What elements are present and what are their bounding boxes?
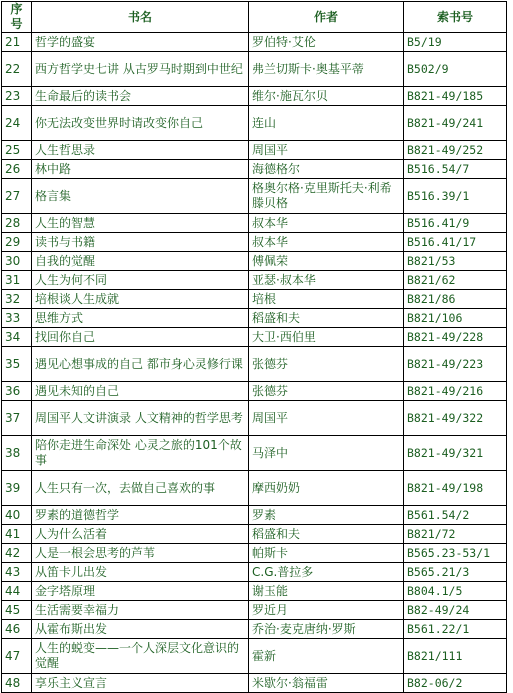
- book-title: 哲学的盛宴: [32, 33, 249, 52]
- book-title: 人生只有一次，去做自己喜欢的事: [32, 471, 249, 506]
- row-number: 32: [2, 290, 32, 309]
- book-author: 叔本华: [249, 233, 404, 252]
- table-row: [2, 271, 507, 290]
- book-title: 人生的智慧: [32, 214, 249, 233]
- table-row: [2, 382, 507, 401]
- call-number: B561.54/2: [404, 506, 507, 525]
- call-number: B821-49/223: [404, 347, 507, 382]
- book-title: 陪你走进生命深处 心灵之旅的101个故事: [32, 436, 249, 471]
- table-row: [2, 233, 507, 252]
- row-number: 29: [2, 233, 32, 252]
- row-number: 40: [2, 506, 32, 525]
- call-number: B516.41/9: [404, 214, 507, 233]
- table-row: [2, 506, 507, 525]
- call-number: B821/106: [404, 309, 507, 328]
- book-title: 生命最后的读书会: [32, 87, 249, 106]
- book-title: 遇见心想事成的自己 都市身心灵修行课: [32, 347, 249, 382]
- table-row: [2, 525, 507, 544]
- book-title: 人为什么活着: [32, 525, 249, 544]
- book-title: 周国平人文讲演录 人文精神的哲学思考: [32, 401, 249, 436]
- header-title: 书名: [32, 2, 249, 33]
- header-author: 作者: [249, 2, 404, 33]
- row-number: 25: [2, 141, 32, 160]
- table-row: [2, 601, 507, 620]
- book-title: 从笛卡儿出发: [32, 563, 249, 582]
- book-author: 马泽中: [249, 436, 404, 471]
- book-author: 连山: [249, 106, 404, 141]
- table-row: [2, 563, 507, 582]
- row-number: 31: [2, 271, 32, 290]
- book-author: 米歇尔·翁福雷: [249, 674, 404, 693]
- book-author: 弗兰切斯卡·奥基平蒂: [249, 52, 404, 87]
- book-title: 你无法改变世界时请改变你自己: [32, 106, 249, 141]
- call-number: B821/72: [404, 525, 507, 544]
- book-title: 人生哲思录: [32, 141, 249, 160]
- table-row: [2, 290, 507, 309]
- book-author: 亚瑟·叔本华: [249, 271, 404, 290]
- book-title: 培根谈人生成就: [32, 290, 249, 309]
- row-number: 47: [2, 639, 32, 674]
- call-number: B516.54/7: [404, 160, 507, 179]
- row-number: 23: [2, 87, 32, 106]
- call-number: B821/111: [404, 639, 507, 674]
- book-title: 金字塔原理: [32, 582, 249, 601]
- book-title: 从霍布斯出发: [32, 620, 249, 639]
- book-author: 维尔·施瓦尔贝: [249, 87, 404, 106]
- row-number: 37: [2, 401, 32, 436]
- table-row: [2, 214, 507, 233]
- row-number: 35: [2, 347, 32, 382]
- table-row: [2, 160, 507, 179]
- book-author: 傅佩荣: [249, 252, 404, 271]
- call-number: B821-49/216: [404, 382, 507, 401]
- table-row: [2, 52, 507, 87]
- call-number: B821-49/228: [404, 328, 507, 347]
- book-author: 培根: [249, 290, 404, 309]
- book-author: 稻盛和夫: [249, 309, 404, 328]
- book-title: 生活需要幸福力: [32, 601, 249, 620]
- table-body: [2, 33, 507, 693]
- row-number: 30: [2, 252, 32, 271]
- book-title: 人生的蜕变——一个人深层文化意识的觉醒: [32, 639, 249, 674]
- call-number: B821-49/322: [404, 401, 507, 436]
- book-list-table: [1, 1, 507, 693]
- header-call-number: 索书号: [404, 2, 507, 33]
- book-title: 自我的觉醒: [32, 252, 249, 271]
- row-number: 45: [2, 601, 32, 620]
- book-title: 找回你自己: [32, 328, 249, 347]
- table-row: [2, 471, 507, 506]
- book-author: 摩西奶奶: [249, 471, 404, 506]
- call-number: B561.22/1: [404, 620, 507, 639]
- table-row: [2, 106, 507, 141]
- row-number: 42: [2, 544, 32, 563]
- table-row: [2, 620, 507, 639]
- call-number: B821-49/321: [404, 436, 507, 471]
- table-row: [2, 401, 507, 436]
- book-title: 林中路: [32, 160, 249, 179]
- row-number: 48: [2, 674, 32, 693]
- book-title: 享乐主义宣言: [32, 674, 249, 693]
- row-number: 41: [2, 525, 32, 544]
- call-number: B82-06/2: [404, 674, 507, 693]
- table-row: [2, 87, 507, 106]
- header-num: 序号: [2, 2, 32, 33]
- row-number: 46: [2, 620, 32, 639]
- book-author: 海德格尔: [249, 160, 404, 179]
- row-number: 43: [2, 563, 32, 582]
- book-author: 霍新: [249, 639, 404, 674]
- book-author: 大卫·西伯里: [249, 328, 404, 347]
- table-row: [2, 544, 507, 563]
- row-number: 24: [2, 106, 32, 141]
- table-row: [2, 309, 507, 328]
- book-title: 人生为何不同: [32, 271, 249, 290]
- book-title: 思维方式: [32, 309, 249, 328]
- call-number: B821-49/185: [404, 87, 507, 106]
- table-row: [2, 639, 507, 674]
- book-author: 格奥尔格·克里斯托夫·利希滕贝格: [249, 179, 404, 214]
- row-number: 33: [2, 309, 32, 328]
- row-number: 27: [2, 179, 32, 214]
- call-number: B5/19: [404, 33, 507, 52]
- call-number: B804.1/5: [404, 582, 507, 601]
- row-number: 22: [2, 52, 32, 87]
- call-number: B82-49/24: [404, 601, 507, 620]
- call-number: B821-49/241: [404, 106, 507, 141]
- row-number: 34: [2, 328, 32, 347]
- book-author: 叔本华: [249, 214, 404, 233]
- book-title: 人是一根会思考的芦苇: [32, 544, 249, 563]
- book-author: 罗素: [249, 506, 404, 525]
- book-author: 罗伯特·艾伦: [249, 33, 404, 52]
- book-author: 谢玉能: [249, 582, 404, 601]
- book-title: 西方哲学史七讲 从古罗马时期到中世纪: [32, 52, 249, 87]
- book-author: C.G.普拉多: [249, 563, 404, 582]
- book-author: 周国平: [249, 401, 404, 436]
- book-author: 乔治·麦克唐纳·罗斯: [249, 620, 404, 639]
- row-number: 39: [2, 471, 32, 506]
- table-row: [2, 582, 507, 601]
- book-author: 帕斯卡: [249, 544, 404, 563]
- book-title: 遇见未知的自己: [32, 382, 249, 401]
- book-author: 张德芬: [249, 347, 404, 382]
- book-author: 张德芬: [249, 382, 404, 401]
- book-author: 稻盛和夫: [249, 525, 404, 544]
- table-row: [2, 328, 507, 347]
- book-author: 周国平: [249, 141, 404, 160]
- book-author: 罗近月: [249, 601, 404, 620]
- call-number: B565.21/3: [404, 563, 507, 582]
- row-number: 21: [2, 33, 32, 52]
- call-number: B565.23-53/1: [404, 544, 507, 563]
- table-row: [2, 141, 507, 160]
- call-number: B821/53: [404, 252, 507, 271]
- call-number: B821-49/252: [404, 141, 507, 160]
- call-number: B821/62: [404, 271, 507, 290]
- header-row: [2, 2, 507, 33]
- table-row: [2, 674, 507, 693]
- row-number: 36: [2, 382, 32, 401]
- call-number: B502/9: [404, 52, 507, 87]
- row-number: 44: [2, 582, 32, 601]
- table-row: [2, 33, 507, 52]
- call-number: B516.39/1: [404, 179, 507, 214]
- row-number: 26: [2, 160, 32, 179]
- row-number: 38: [2, 436, 32, 471]
- table-row: [2, 179, 507, 214]
- book-title: 格言集: [32, 179, 249, 214]
- table-row: [2, 252, 507, 271]
- table-row: [2, 347, 507, 382]
- call-number: B821-49/198: [404, 471, 507, 506]
- call-number: B516.41/17: [404, 233, 507, 252]
- call-number: B821/86: [404, 290, 507, 309]
- book-title: 读书与书籍: [32, 233, 249, 252]
- table-row: [2, 436, 507, 471]
- row-number: 28: [2, 214, 32, 233]
- book-title: 罗素的道德哲学: [32, 506, 249, 525]
